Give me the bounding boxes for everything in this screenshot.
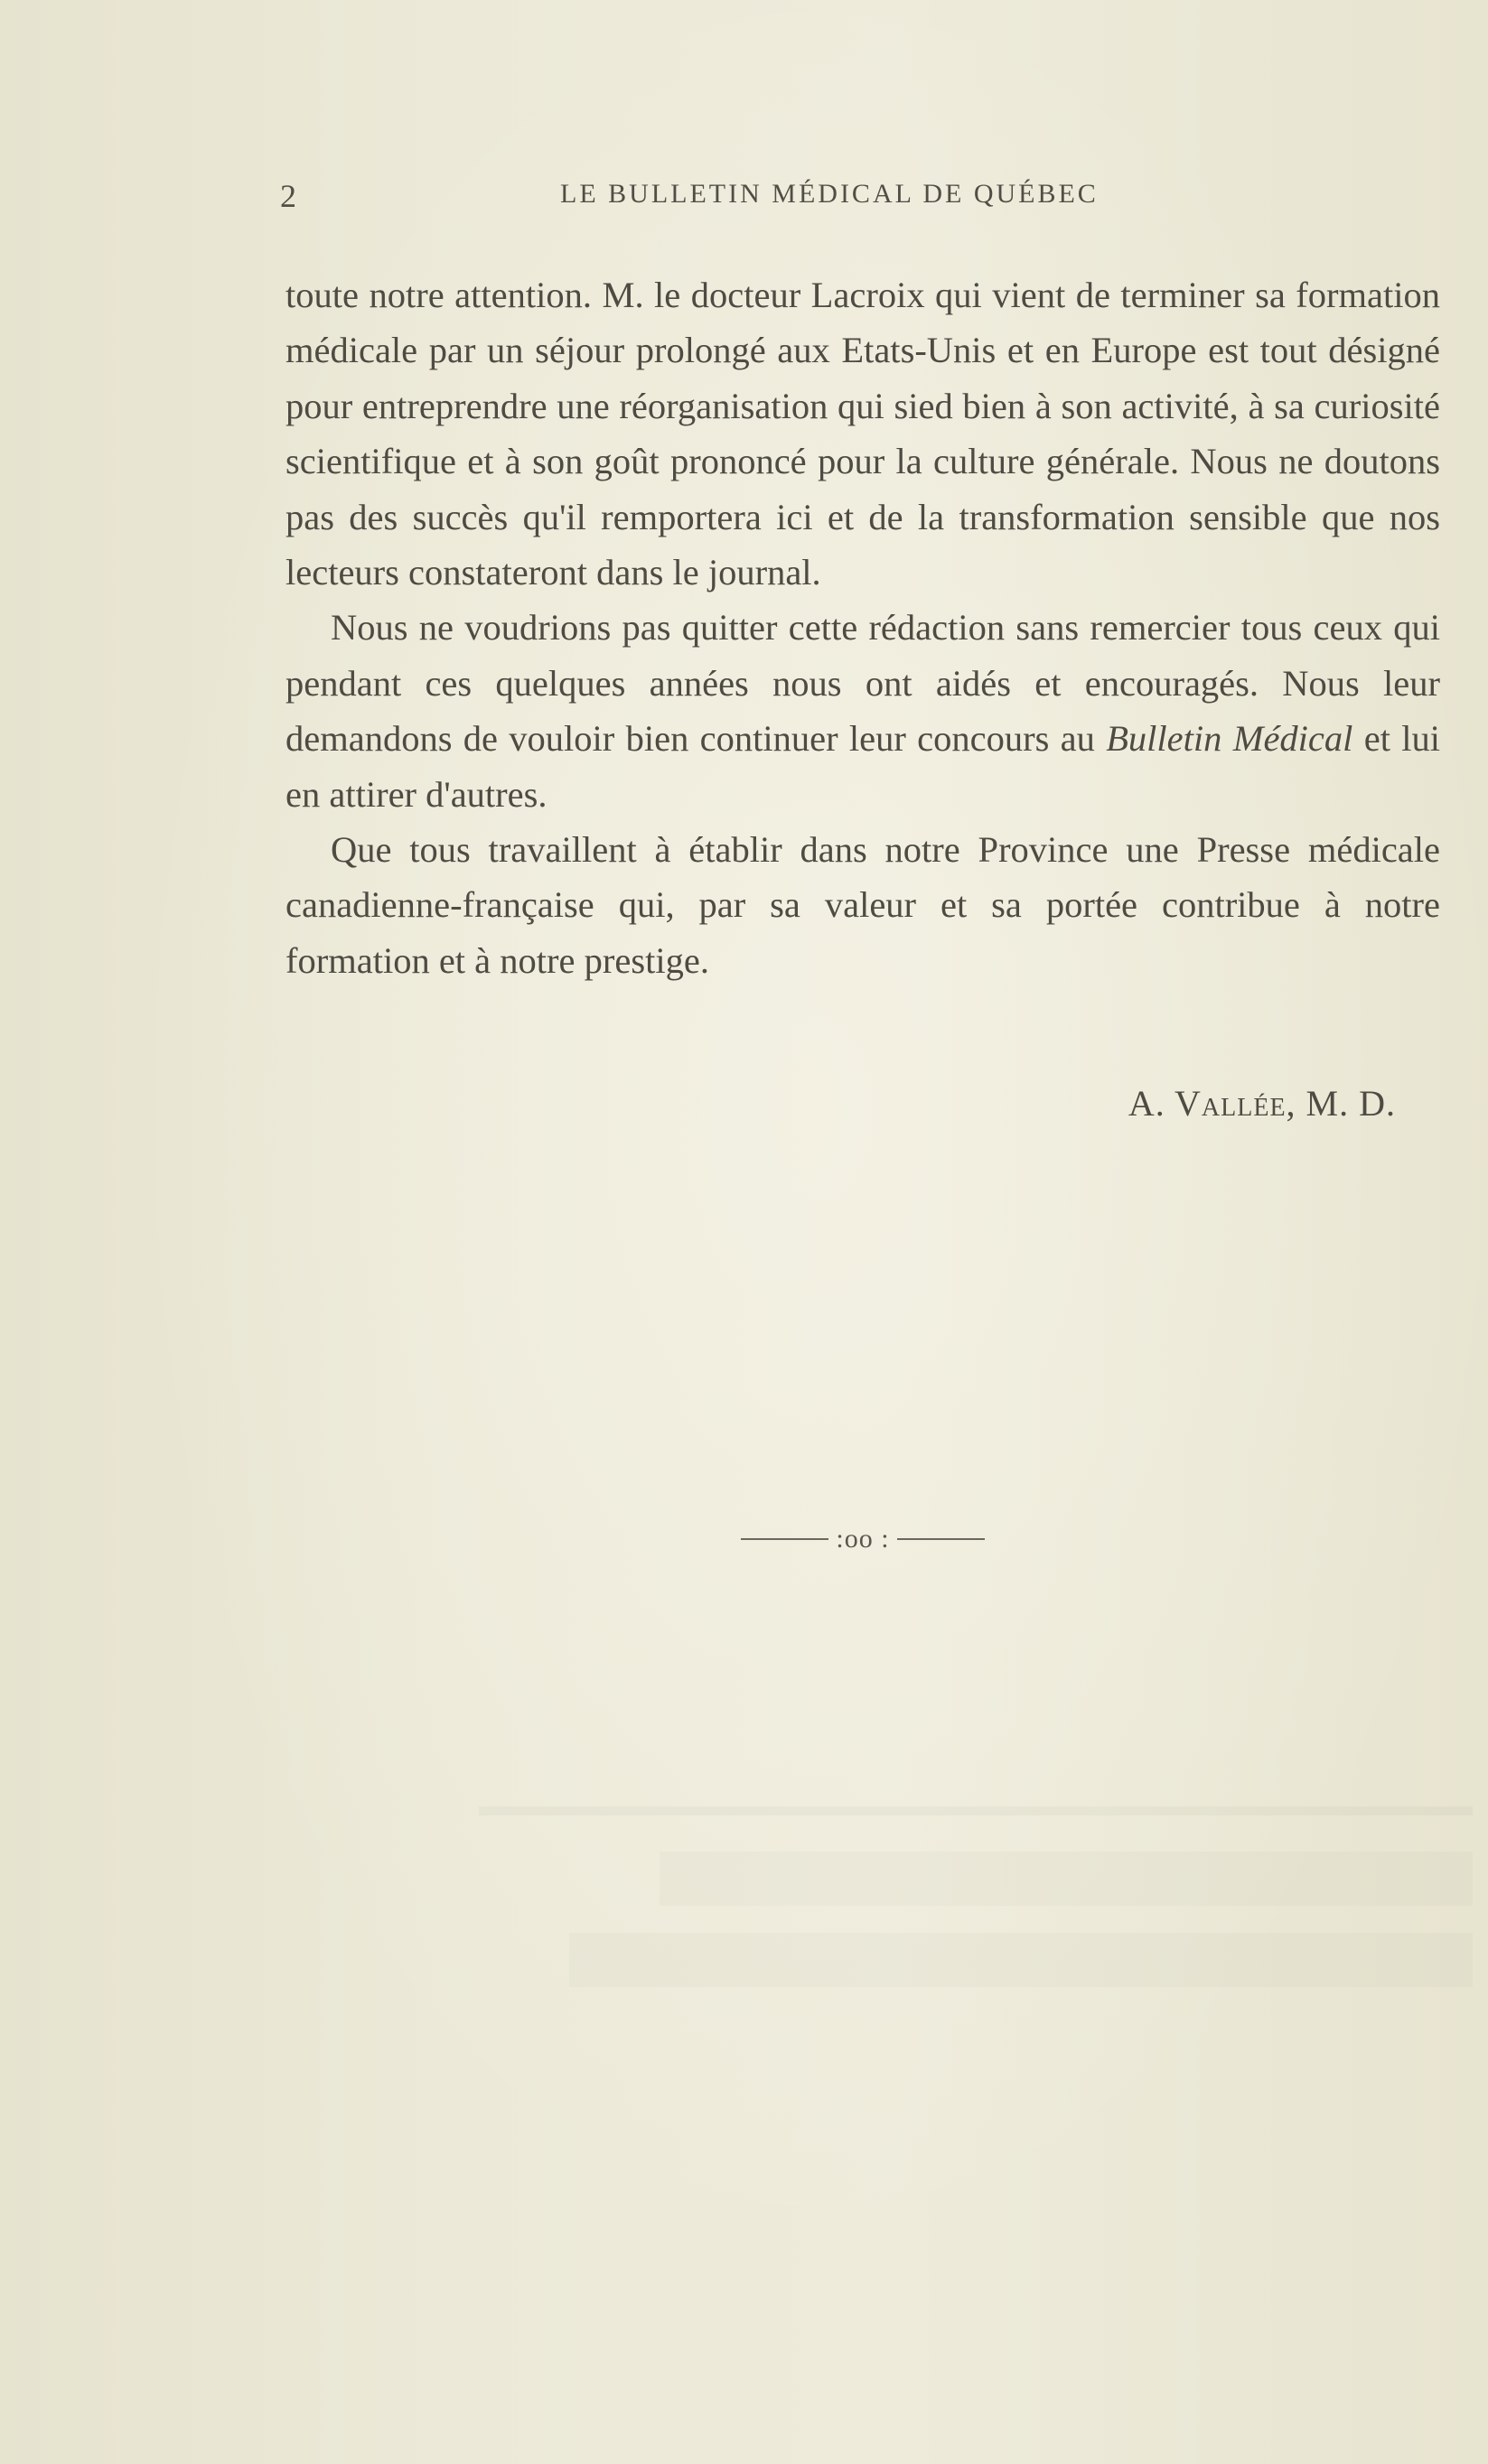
paragraph-2: [285, 600, 1440, 822]
signature-text: A. Vallée, M. D.: [1128, 1083, 1396, 1124]
separator-rule-left: [741, 1538, 828, 1540]
paragraph-2-start: Nous ne voudrions pas quitter cette rédaction sans remercier tous ceux qui pendant ces quelques années nous ont aidés et encouragés. Nous leur demandons de vouloir bien continuer leur concours au: [285, 607, 1440, 760]
bleed-through-block-3: [569, 1933, 1473, 1987]
article-body: [285, 267, 1440, 988]
page-number: 2: [280, 178, 297, 214]
journal-name-italic: Bulletin Médical: [1106, 718, 1353, 760]
paragraph-1: toute notre attention. M. le docteur Lacroix qui vient de terminer sa formation médicale par un séjour prolongé aux Etats-Unis et en Europe est tout désigné pour entreprendre une réorganisation qui sied bien à son activité, à sa curiosité scientifique et à son goût prononcé pour la culture générale. Nous ne doutons pas des succès qu'il remportera ici et de la transformation sensible que nos lecteurs constateront dans le journal.: [285, 275, 1440, 593]
paragraph-2-end: et lui en attirer d'autres.: [285, 718, 1441, 815]
separator-mark: :oo :: [836, 1524, 890, 1554]
bleed-through-texture: [298, 1698, 1473, 2077]
bleed-through-block-2: [660, 1852, 1473, 1906]
author-signature: [1128, 1082, 1396, 1125]
separator-rule-right: [897, 1538, 985, 1540]
section-separator: [741, 1521, 985, 1557]
running-head: [271, 177, 1174, 222]
paragraph-3: Que tous travaillent à établir dans notre Province une Presse médicale canadienne-française qui, par sa valeur et sa portée contribue à notre formation et à notre prestige.: [285, 829, 1440, 981]
journal-title: LE BULLETIN MÉDICAL DE QUÉBEC: [560, 179, 1099, 209]
bleed-through-block-1: [479, 1698, 1473, 1815]
